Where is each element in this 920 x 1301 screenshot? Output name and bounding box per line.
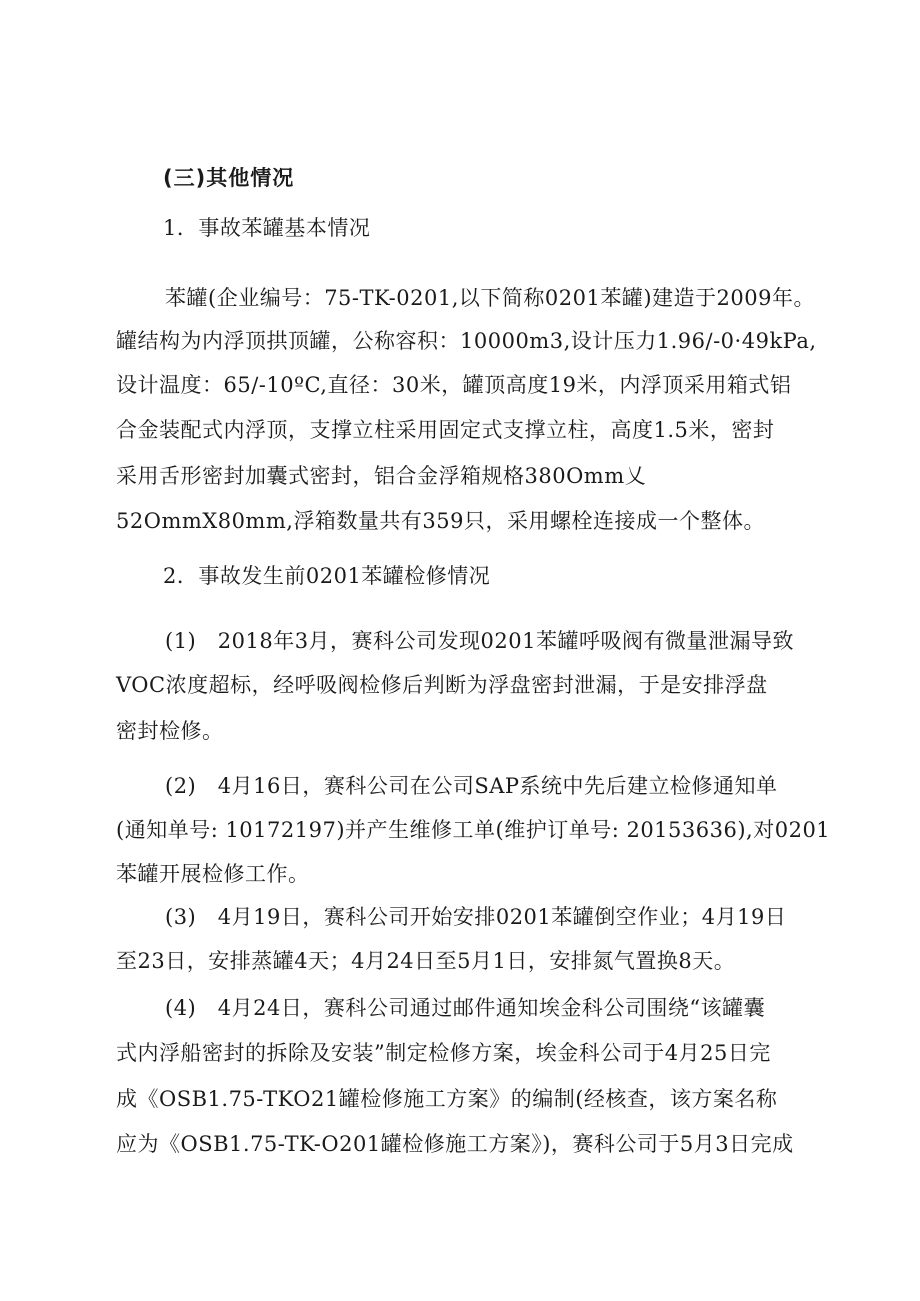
para1-line-5: 采用舌形密封加囊式密封，铝合金浮箱规格380Omm乂 xyxy=(116,464,647,488)
para1-line-1: 苯罐(企业编号：75-TK-0201,以下简称0201苯罐)建造于2009年。 xyxy=(165,286,815,310)
item2-line-2: (通知单号: 10172197)并产生维修工单(维护订单号: 20153636),对0201 xyxy=(116,818,831,842)
item4-line-2: 式内浮船密封的拆除及安装”制定检修方案，埃金科公司于4月25日完 xyxy=(116,1041,771,1065)
item2-line-3: 苯罐开展检修工作。 xyxy=(116,862,310,886)
subheading-2: 2．事故发生前0201苯罐检修情况 xyxy=(163,564,491,588)
item1-line-1: (1) 2018年3月，赛科公司发现0201苯罐呼吸阀有微量泄漏导致 xyxy=(165,629,794,653)
para1-line-2: 罐结构为内浮顶拱顶罐，公称容积：10000m3,设计压力1.96∕-0·49kPa, xyxy=(116,329,817,353)
item4-line-1: (4) 4月24日，赛科公司通过邮件通知埃金科公司围绕“该罐囊 xyxy=(165,996,766,1020)
item4-line-3: 成《OSB1.75-TKO21罐检修施工方案》的编制(经核查，该方案名称 xyxy=(116,1087,778,1111)
subheading-1: 1．事故苯罐基本情况 xyxy=(163,216,371,240)
item3-line-1: (3) 4月19日，赛科公司开始安排0201苯罐倒空作业；4月19日 xyxy=(165,905,787,929)
para1-line-6: 52OmmX80mm,浮箱数量共有359只，采用螺栓连接成一个整体。 xyxy=(116,509,766,533)
item3-line-2: 至23日，安排蒸罐4天；4月24日至5月1日，安排氮气置换8天。 xyxy=(116,949,736,973)
item2-line-1: (2) 4月16日，赛科公司在公司SAP系统中先后建立检修通知单 xyxy=(165,774,778,798)
para1-line-4: 合金装配式内浮顶，支撑立柱采用固定式支撑立柱，高度1.5米，密封 xyxy=(116,418,775,442)
para1-line-3: 设计温度：65∕-10ºC,直径：30米，罐顶高度19米，内浮顶采用箱式铝 xyxy=(116,373,792,397)
item1-line-2: VOC浓度超标，经呼吸阀检修后判断为浮盘密封泄漏，于是安排浮盘 xyxy=(116,673,768,697)
item1-line-3: 密封检修。 xyxy=(116,719,224,743)
item4-line-4: 应为《OSB1.75-TK-O201罐检修施工方案》)，赛科公司于5月3日完成 xyxy=(116,1132,794,1156)
section-heading: (三)其他情况 xyxy=(163,166,295,190)
